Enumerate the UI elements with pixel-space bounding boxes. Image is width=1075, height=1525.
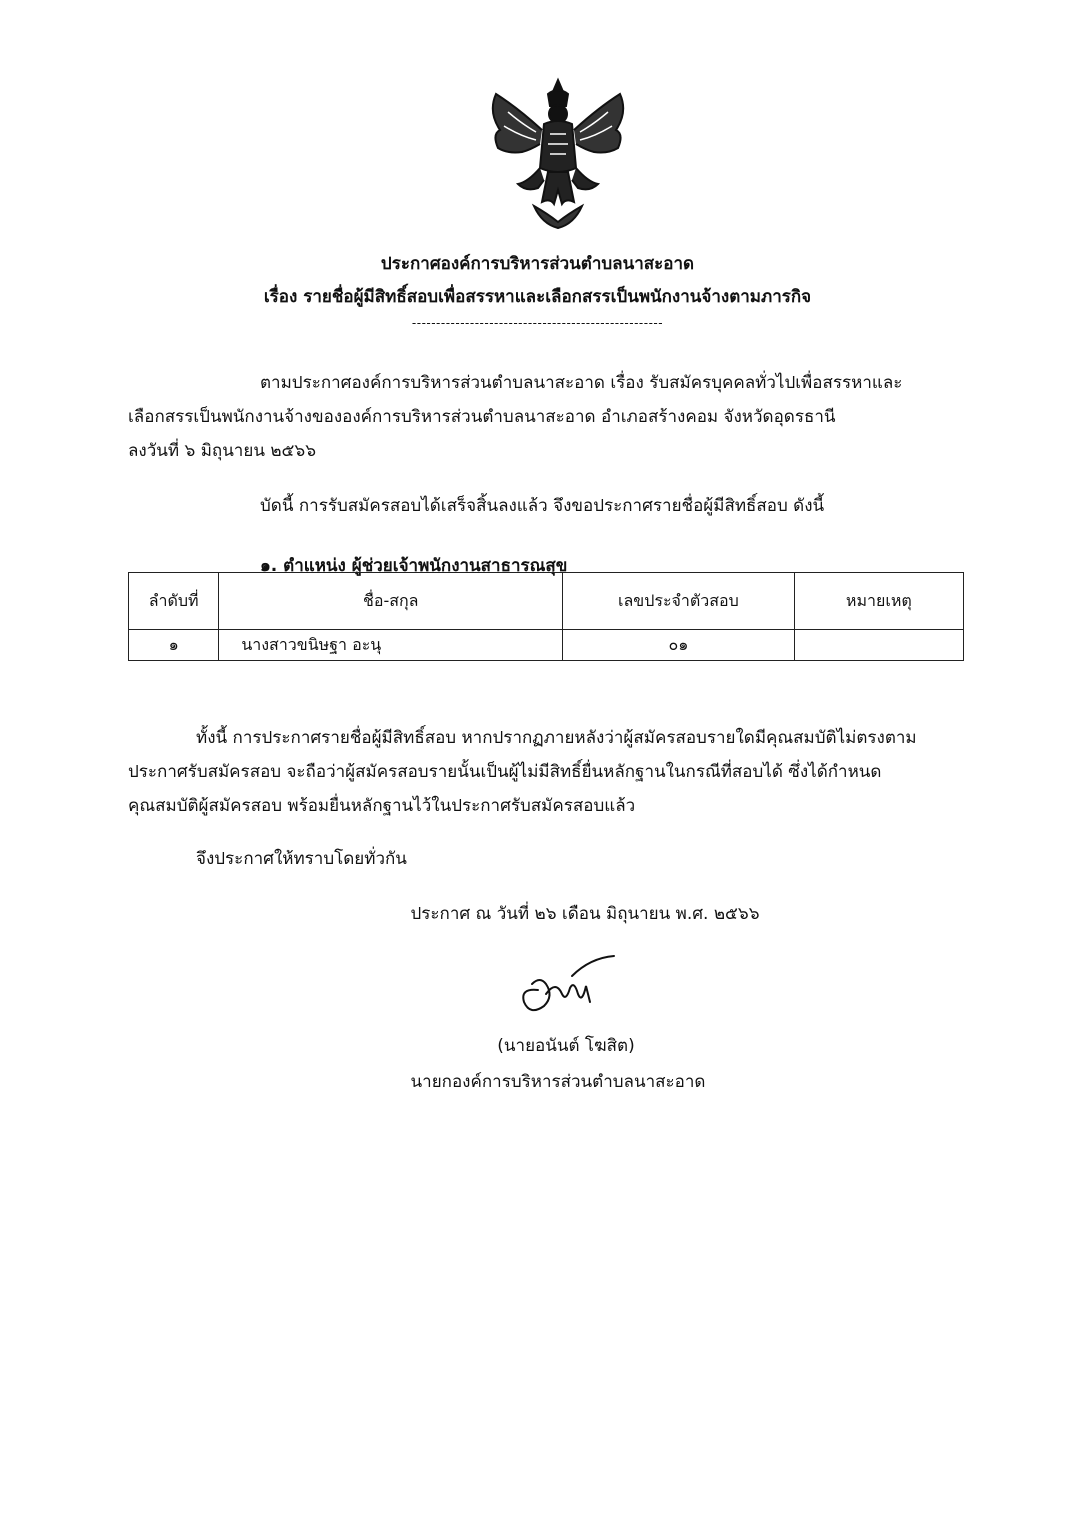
cell-name: นางสาวขนิษฐา อะนุ <box>219 630 563 661</box>
cell-no: ๑ <box>129 630 219 661</box>
announcement-subject: เรื่อง รายชื่อผู้มีสิทธิ์สอบเพื่อสรรหาและเลือกสรรเป็นพนักงานจ้างตามภารกิจ <box>263 287 812 307</box>
closing-line: จึงประกาศให้ทราบโดยทั่วกัน <box>196 849 407 869</box>
table-row <box>129 630 964 661</box>
title-separator: ---------------------------------------------------- <box>411 316 664 330</box>
header-exam-id: เลขประจำตัวสอบ <box>563 573 795 630</box>
header-no: ลำดับที่ <box>129 573 219 630</box>
announcement-date: ประกาศ ณ วันที่ ๒๖ เดือน มิถุนายน พ.ศ. ๒๕๖๖ <box>410 904 760 924</box>
condition-line: คุณสมบัติผู้สมัครสอบ พร้อมยื่นหลักฐานไว้ในประกาศรับสมัครสอบแล้ว <box>128 796 636 816</box>
condition-line: ทั้งนี้ การประกาศรายชื่อผู้มีสิทธิ์สอบ หากปรากฏภายหลังว่าผู้สมัครสอบรายใดมีคุณสมบัติไม่ตรงตาม <box>196 728 917 748</box>
signatory-name: (นายอนันต์ โฆสิต) <box>497 1036 635 1056</box>
cell-note <box>794 630 963 661</box>
table-header-row <box>129 573 964 630</box>
condition-line: ประกาศรับสมัครสอบ จะถือว่าผู้สมัครสอบรายนั้นเป็นผู้ไม่มีสิทธิ์ยื่นหลักฐานในกรณีที่สอบได้ ซึ่งได้กำหนด <box>128 762 882 782</box>
candidate-table <box>128 572 964 661</box>
intro-paragraph <box>128 366 958 468</box>
notice-line: บัดนี้ การรับสมัครสอบได้เสร็จสิ้นลงแล้ว จึงขอประกาศรายชื่อผู้มีสิทธิ์สอบ ดังนี้ <box>260 496 825 516</box>
signatory-position: นายกองค์การบริหารส่วนตำบลนาสะอาด <box>410 1072 706 1092</box>
intro-line: เลือกสรรเป็นพนักงานจ้างขององค์การบริหารส่วนตำบลนาสะอาด อำเภอสร้างคอม จังหวัดอุดรธานี <box>128 407 836 427</box>
header-name: ชื่อ-สกุล <box>219 573 563 630</box>
notice-paragraph <box>128 489 958 523</box>
closing-paragraph <box>128 842 958 876</box>
position-heading-text: ๑. ตำแหน่ง ผู้ช่วยเจ้าพนักงานสาธารณสุข <box>260 556 568 576</box>
intro-line: ลงวันที่ ๖ มิถุนายน ๒๕๖๖ <box>128 441 316 461</box>
cell-exam-id: ๐๑ <box>563 630 795 661</box>
announcement-title: ประกาศองค์การบริหารส่วนตำบลนาสะอาด <box>380 254 695 274</box>
intro-line: ตามประกาศองค์การบริหารส่วนตำบลนาสะอาด เรื่อง รับสมัครบุคคลทั่วไปเพื่อสรรหาและ <box>260 373 903 393</box>
handwritten-signature <box>510 950 620 1020</box>
condition-paragraph <box>128 721 958 823</box>
header-note: หมายเหตุ <box>794 573 963 630</box>
garuda-emblem-icon <box>478 72 638 232</box>
